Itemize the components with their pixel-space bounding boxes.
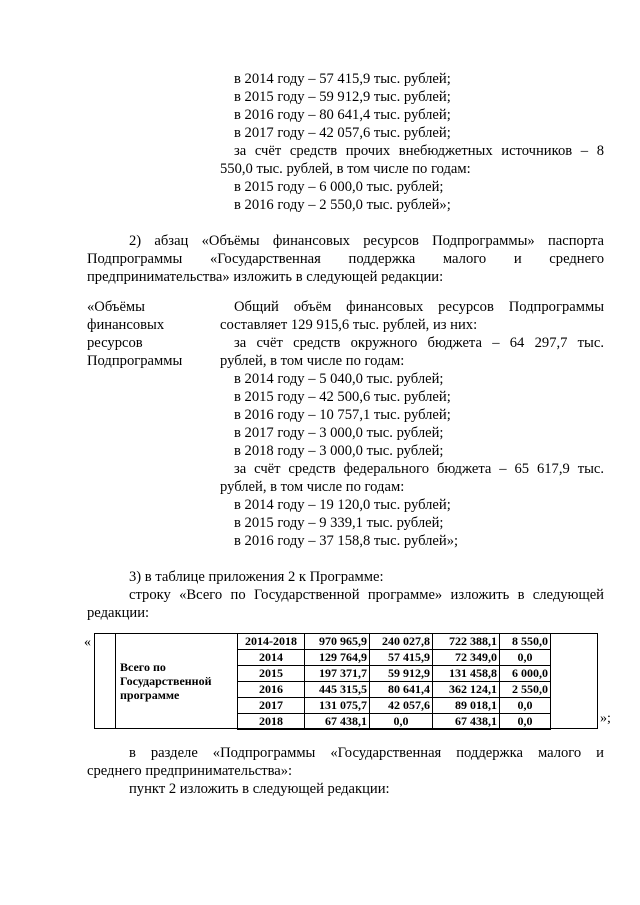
value-cell: 0,0 [370,714,433,730]
year-line: в 2016 году – 80 641,4 тыс. рублей; [234,107,451,123]
value-cell: 80 641,4 [370,682,433,698]
finance-table [237,633,551,730]
paragraph-line: редакции: [87,605,150,621]
value-cell: 57 415,9 [370,650,433,666]
passport-label: ресурсов [87,335,143,351]
total-cell: 445 315,5 [305,682,370,698]
year-line: в 2015 году – 6 000,0 тыс. рублей; [234,179,444,195]
value-cell: 131 458,8 [433,666,500,682]
passport-line: Общий объём финансовых ресурсов Подпрограммы [234,299,604,315]
other-sources-line: 550,0 тыс. рублей, в том числе по годам: [220,161,471,177]
period-cell: 2014-2018 [238,634,305,650]
value-cell: 722 388,1 [433,634,500,650]
table-row [238,666,551,682]
other-sources-line: за счёт средств прочих внебюджетных источников – 8 [234,143,604,159]
close-quote: »; [600,711,611,726]
paragraph-line: 2) абзац «Объёмы финансовых ресурсов Подпрограммы» паспорта [129,233,604,249]
paragraph-line: среднего предпринимательства»: [87,763,293,779]
year-line: в 2014 году – 19 120,0 тыс. рублей; [234,497,451,513]
value-cell: 42 057,6 [370,698,433,714]
period-cell: 2018 [238,714,305,730]
period-cell: 2016 [238,682,305,698]
total-cell: 970 965,9 [305,634,370,650]
paragraph-line: 3) в таблице приложения 2 к Программе: [129,569,384,585]
period-cell: 2017 [238,698,305,714]
value-cell: 67 438,1 [433,714,500,730]
value-cell: 89 018,1 [433,698,500,714]
year-line: в 2014 году – 5 040,0 тыс. рублей; [234,371,444,387]
period-cell: 2015 [238,666,305,682]
year-line: в 2016 году – 2 550,0 тыс. рублей»; [234,197,451,213]
total-cell: 129 764,9 [305,650,370,666]
value-cell: 0,0 [500,714,551,730]
value-cell: 59 912,9 [370,666,433,682]
total-cell: 197 371,7 [305,666,370,682]
year-line: в 2015 году – 42 500,6 тыс. рублей; [234,389,451,405]
passport-line: рублей, в том числе по годам: [220,353,405,369]
value-cell: 0,0 [500,650,551,666]
period-cell: 2014 [238,650,305,666]
value-cell: 72 349,0 [433,650,500,666]
total-cell: 67 438,1 [305,714,370,730]
paragraph-line: пункт 2 изложить в следующей редакции: [129,781,390,797]
table-row [238,634,551,650]
open-quote: « [84,635,91,650]
passport-line: за счёт средств окружного бюджета – 64 297,7 тыс. [234,335,604,351]
table-row [238,682,551,698]
value-cell: 2 550,0 [500,682,551,698]
paragraph-line: строку «Всего по Государственной программе» изложить в следующей [129,587,604,603]
year-line: в 2015 году – 9 339,1 тыс. рублей; [234,515,444,531]
passport-line: за счёт средств федерального бюджета – 65 617,9 тыс. [234,461,604,477]
total-cell: 131 075,7 [305,698,370,714]
value-cell: 6 000,0 [500,666,551,682]
year-line: в 2017 году – 42 057,6 тыс. рублей; [234,125,451,141]
value-cell: 240 027,8 [370,634,433,650]
year-line: в 2017 году – 3 000,0 тыс. рублей; [234,425,444,441]
year-line: в 2016 году – 37 158,8 тыс. рублей»; [234,533,459,549]
paragraph-line: Подпрограммы «Государственная поддержка малого и среднего [87,251,604,267]
table-row-label: Всего по Государственной программе [120,660,212,702]
year-line: в 2014 году – 57 415,9 тыс. рублей; [234,71,451,87]
value-cell: 0,0 [500,698,551,714]
value-cell: 362 124,1 [433,682,500,698]
passport-line: рублей, в том числе по годам: [220,479,405,495]
value-cell: 8 550,0 [500,634,551,650]
year-line: в 2016 году – 10 757,1 тыс. рублей; [234,407,451,423]
paragraph-line: в разделе «Подпрограммы «Государственная поддержка малого и [129,745,604,761]
table-row [238,650,551,666]
year-line: в 2018 году – 3 000,0 тыс. рублей; [234,443,444,459]
passport-line: составляет 129 915,6 тыс. рублей, из них: [220,317,478,333]
paragraph-line: предпринимательства» изложить в следующей редакции: [87,269,444,285]
passport-label: Подпрограммы [87,353,183,369]
year-line: в 2015 году – 59 912,9 тыс. рублей; [234,89,451,105]
table-row [238,698,551,714]
passport-label: «Объёмы [87,299,145,315]
passport-label: финансовых [87,317,165,333]
table-row [238,714,551,730]
table-divider [115,633,116,729]
